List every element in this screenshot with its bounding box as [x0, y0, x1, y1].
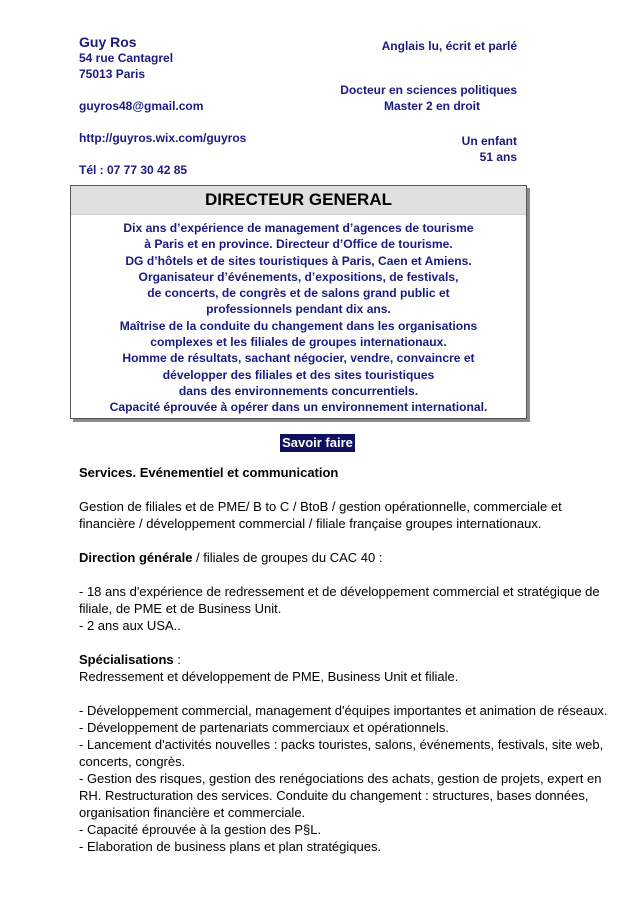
services-title: Services. Evénementiel et communication	[79, 465, 339, 480]
savoir-faire-body	[79, 464, 609, 855]
profile-line: dans des environnements concurrentiels.	[178, 383, 419, 398]
profile-line: de concerts, de congrès et de salons grand public et	[147, 286, 450, 301]
address-street: 54 rue Cantagrel	[79, 51, 174, 65]
contact-block	[79, 34, 246, 178]
profile-line: Organisateur d’événements, d’expositions, de festivals,	[138, 269, 459, 284]
direction-label: Direction générale	[79, 550, 193, 565]
profile-line: professionnels pendant dix ans.	[206, 302, 391, 317]
profile-box	[70, 185, 527, 419]
profile-line: DG d’hôtels et de sites touristiques à Paris, Caen et Amiens.	[125, 253, 472, 268]
profile-line: Homme de résultats, sachant négocier, vendre, convaincre et	[122, 351, 475, 366]
bullet-line: RH. Restructuration des services. Conduite du changement : structures, bases données,	[79, 788, 589, 803]
profile-summary	[71, 215, 526, 416]
bullet-line: - Lancement d'activités nouvelles : packs touristes, salons, événements, festivals, site web,	[79, 737, 604, 752]
body-line: - 2 ans aux USA..	[79, 618, 181, 633]
body-line: filiale, de PME et de Business Unit.	[79, 601, 282, 616]
profile-line: Capacité éprouvée à opérer dans un environnement international.	[109, 400, 488, 415]
specialisations-label: Spécialisations	[79, 652, 174, 667]
body-line: - 18 ans d'expérience de redressement et de développement commercial et stratégique de	[79, 584, 600, 599]
specialisations-text: Redressement et développement de PME, Business Unit et filiale.	[79, 669, 459, 684]
degree-doctorate: Docteur en sciences politiques	[340, 83, 517, 97]
bullet-line: - Développement de partenariats commerciaux et opérationnels.	[79, 720, 449, 735]
body-line: Gestion de filiales et de PME/ B to C / BtoB / gestion opérationnelle, commerciale et	[79, 499, 562, 514]
bullet-line: - Gestion des risques, gestion des renégociations des achats, gestion de projets, expert en	[79, 771, 602, 786]
address-city: 75013 Paris	[79, 67, 146, 81]
bullet-line: - Développement commercial, management d'équipes importantes et animation de réseaux.	[79, 703, 608, 718]
email-address: guyros48@gmail.com	[79, 99, 204, 113]
degree-master: Master 2 en droit	[383, 99, 480, 113]
family-status: Un enfant	[461, 134, 517, 148]
body-line: financière / développement commercial / filiale française groupes internationaux.	[79, 516, 542, 531]
specialisations-colon: :	[173, 652, 181, 667]
profile-line: à Paris et en province. Directeur d’Office de tourisme.	[144, 237, 453, 252]
job-title: DIRECTEUR GENERAL	[71, 186, 526, 215]
section-heading-savoir-faire: Savoir faire	[282, 435, 353, 450]
bullet-line: - Elaboration de business plans et plan stratégiques.	[79, 839, 382, 854]
profile-line: complexes et les filiales de groupes internationaux.	[150, 335, 447, 350]
direction-text: / filiales de groupes du CAC 40 :	[192, 550, 383, 565]
bullet-line: organisation financière et commerciale.	[79, 805, 306, 820]
profile-line: Dix ans d’expérience de management d’agences de tourisme	[123, 221, 474, 235]
bullet-line: - Capacité éprouvée à la gestion des P§L.	[79, 822, 322, 837]
phone-number: Tél : 07 77 30 42 85	[79, 163, 188, 177]
profile-line: Maîtrise de la conduite du changement dans les organisations	[119, 318, 478, 333]
languages-text: Anglais lu, écrit et parlé	[381, 39, 517, 53]
bullet-line: concerts, congrès.	[79, 754, 186, 769]
candidate-name: Guy Ros	[79, 34, 137, 50]
website-url: http://guyros.wix.com/guyros	[79, 131, 247, 145]
section-heading-wrap	[0, 434, 639, 452]
age-text: 51 ans	[479, 150, 517, 164]
specialisations-line	[79, 651, 609, 668]
direction-line	[79, 549, 609, 566]
profile-line: développer des filiales et des sites touristiques	[162, 367, 435, 382]
